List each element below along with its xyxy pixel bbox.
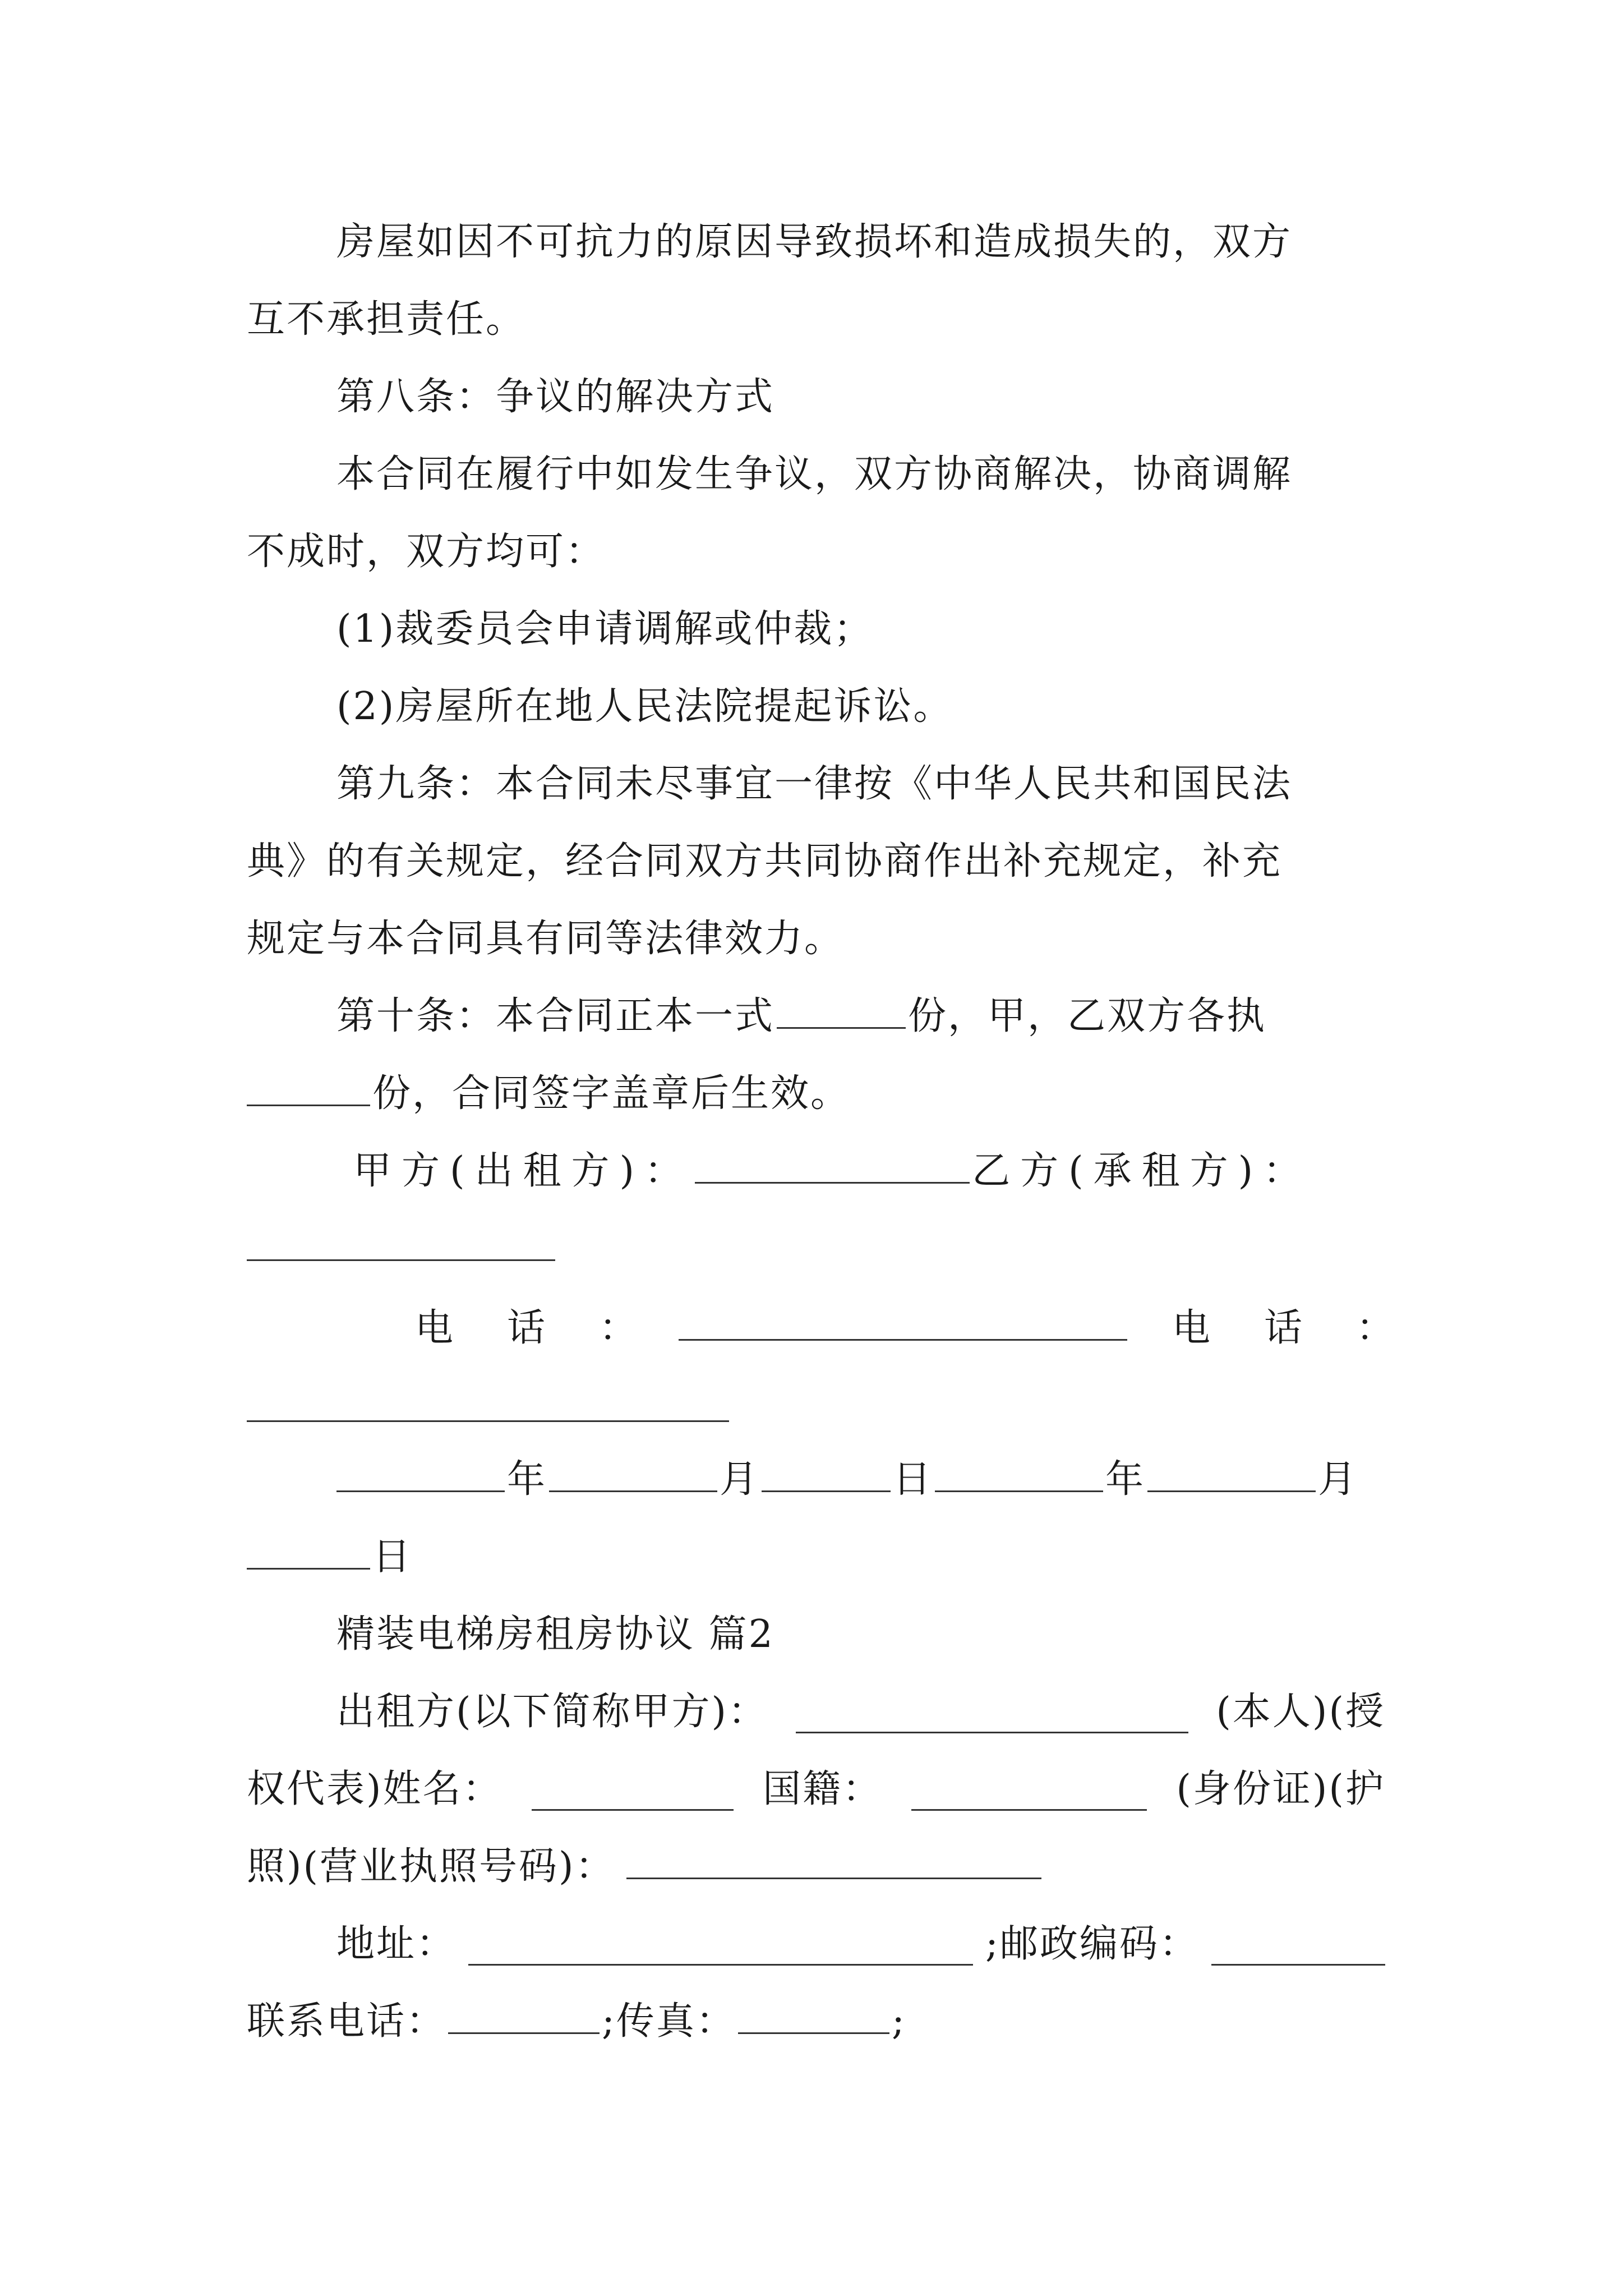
nationality-blank[interactable] [911,1769,1147,1811]
lessor-blank[interactable] [695,1142,970,1184]
text-segment: 国籍： [762,1767,882,1811]
copies-blank[interactable] [777,987,906,1029]
paragraph-force-majeure: 房屋如因不可抗力的原因导致损坏和造成损失的，双方 [336,220,1293,264]
article-9-paragraph: 第九条：本合同未尽事宜一律按《中华人民共和国民法 [336,762,1293,806]
year-blank[interactable] [336,1450,505,1492]
article-10-paragraph [336,983,1385,1050]
text-segment: 出租方(以下简称甲方)： [336,1690,768,1734]
month-blank[interactable] [1147,1450,1316,1492]
day-label: 日 [372,1535,413,1579]
phone-label: 电 话 ： [415,1306,645,1350]
year-blank[interactable] [935,1450,1103,1492]
text-segment: 第十条：本合同正本一式 [336,994,775,1038]
month-label: 月 [720,1457,760,1502]
date-line [336,1446,1385,1513]
text-line: 典》的有关规定，经合同双方共同协商作出补充规定，补充 [247,839,1283,884]
text-segment: 份，甲，乙双方各执 [908,994,1267,1038]
text-segment: 份，合同签字盖章后生效。 [372,1071,851,1116]
postcode-blank[interactable] [1211,1924,1385,1966]
article-8-heading: 第八条：争议的解决方式 [336,375,775,419]
name-blank[interactable] [532,1769,734,1811]
list-item-arbitration: (1)裁委员会申请调解或仲裁； [336,607,874,651]
day-label: 日 [893,1457,933,1502]
lessor-phone-blank[interactable] [679,1299,1127,1341]
section-title: 精装电梯房租房协议 篇2 [336,1612,774,1657]
paragraph-dispute: 本合同在履行中如发生争议，双方协商解决，协商调解 [336,452,1293,496]
lessor-name-blank[interactable] [796,1691,1188,1733]
lessor-label: 甲方(出租方)： [353,1149,693,1193]
text-segment: (身份证)(护 [1176,1767,1385,1811]
text-line: 不成时，双方均可： [247,530,606,574]
text-segment: ; [891,1999,906,2044]
contact-line [247,1988,1385,2055]
address-blank[interactable] [468,1924,973,1966]
address-line [336,1911,1385,1978]
text-segment: 联系电话： [247,1999,446,2044]
text-segment: ;邮政编码： [985,1922,1199,1966]
list-item-lawsuit: (2)房屋所在地人民法院提起诉讼。 [336,684,953,729]
copies-each-blank[interactable] [247,1064,370,1106]
representative-line [247,1756,1385,1823]
phone-blank[interactable] [448,1992,600,2034]
text-line: 互不承担责任。 [247,297,526,342]
year-label: 年 [507,1457,547,1502]
text-line [247,1060,1385,1128]
text-segment: 权代表)姓名： [247,1767,502,1811]
phone-line [415,1295,1403,1362]
text-segment: ;传真： [602,1999,736,2044]
license-number-blank[interactable] [626,1837,1041,1879]
signature-parties-line [353,1138,1385,1205]
license-line [247,1833,1385,1901]
month-blank[interactable] [549,1450,717,1492]
lessee-phone-blank[interactable] [247,1420,729,1422]
lessor-info-line [336,1678,1385,1746]
fax-blank[interactable] [738,1992,889,2034]
year-label: 年 [1105,1457,1146,1502]
phone-label: 电 话 ： [1172,1306,1403,1350]
text-segment: 照)(营业执照号码)： [247,1844,615,1889]
lessee-label: 乙方(承租方)： [972,1149,1312,1193]
day-blank[interactable] [247,1527,370,1570]
date-line-end [247,1524,1385,1591]
month-label: 月 [1318,1457,1358,1502]
text-segment: 地址： [336,1922,457,1966]
text-segment: (本人)(授 [1216,1690,1385,1734]
day-blank[interactable] [762,1450,891,1492]
lessee-blank[interactable] [247,1259,555,1261]
text-line: 规定与本合同具有同等法律效力。 [247,917,845,961]
